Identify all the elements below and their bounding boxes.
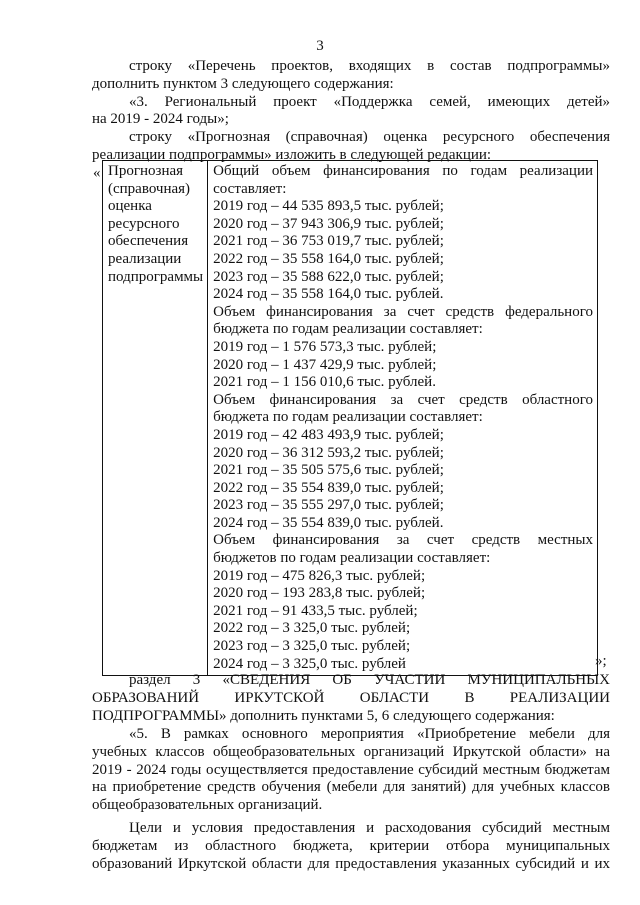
- regional-year-line: 2020 год – 36 312 593,2 тыс. рублей;: [213, 444, 444, 461]
- close-quote: »;: [595, 653, 607, 669]
- conditions-paragraph: [92, 820, 610, 873]
- total-heading-line: составляет:: [213, 180, 287, 197]
- row-label-line: оценка: [108, 198, 152, 215]
- total-year-line: 2020 год – 37 943 306,9 тыс. рублей;: [213, 215, 444, 232]
- intro-line-4: на 2019 - 2024 годы»;: [92, 111, 229, 128]
- section3-line-1: раздел 3 «СВЕДЕНИЯ ОБ УЧАСТИИ МУНИЦИПАЛЬНЫХ: [129, 672, 610, 688]
- row-label-line: реализации: [108, 250, 182, 267]
- intro-paragraphs: [92, 58, 610, 165]
- regional-year-line: 2021 год – 35 505 575,6 тыс. рублей;: [213, 462, 444, 479]
- regional-financing-block: [213, 392, 593, 533]
- section3-line-3: ПОДПРОГРАММЫ» дополнить пунктами 5, 6 следующего содержания:: [92, 707, 555, 724]
- row-label-line: Прогнозная: [108, 163, 184, 179]
- regional-year-line: 2024 год – 35 554 839,0 тыс. рублей.: [213, 514, 444, 531]
- federal-financing-block: [213, 304, 593, 392]
- total-year-line: 2021 год – 36 753 019,7 тыс. рублей;: [213, 233, 444, 250]
- point5-line-5: общеобразовательных организаций.: [92, 797, 323, 814]
- local-year-line: 2019 год – 475 826,3 тыс. рублей;: [213, 567, 426, 584]
- row-label-line: подпрограммы: [108, 268, 204, 285]
- point5-paragraph: [92, 726, 610, 815]
- conditions-line-2: бюджетам из областного бюджета, критерии отбора муниципальных: [92, 837, 610, 854]
- row-label-line: обеспечения: [108, 233, 189, 250]
- regional-heading-line: бюджета по годам реализации составляет:: [213, 409, 483, 426]
- row-value-cell: [208, 161, 598, 676]
- section3-paragraph: [92, 672, 610, 725]
- page-number: 3: [316, 38, 324, 54]
- federal-year-line: 2020 год – 1 437 429,9 тыс. рублей;: [213, 356, 437, 373]
- total-year-line: 2022 год – 35 558 164,0 тыс. рублей;: [213, 250, 444, 267]
- regional-year-line: 2022 год – 35 554 839,0 тыс. рублей;: [213, 479, 444, 496]
- table-row: [103, 161, 598, 676]
- regional-year-line: 2023 год – 35 555 297,0 тыс. рублей;: [213, 497, 444, 514]
- local-year-line: 2023 год – 3 325,0 тыс. рублей;: [213, 638, 411, 655]
- open-quote: «: [93, 165, 101, 181]
- intro-line-2: дополнить пунктом 3 следующего содержания:: [92, 75, 394, 92]
- resource-table-wrapper: [92, 160, 612, 671]
- row-label-cell: [103, 161, 208, 676]
- federal-heading-line: Объем финансирования за счет средств федерального: [213, 303, 593, 320]
- local-year-line: 2024 год – 3 325,0 тыс. рублей: [213, 655, 406, 672]
- row-label-line: (справочная): [108, 180, 191, 197]
- point5-line-3: 2019 - 2024 годы осуществляется предоставление субсидий местным бюджетам: [92, 761, 610, 778]
- total-financing-block: [213, 163, 593, 304]
- section3-line-2: ОБРАЗОВАНИЙ ИРКУТСКОЙ ОБЛАСТИ В РЕАЛИЗАЦИИ: [92, 689, 610, 706]
- conditions-line-3: образований Иркутской области для предоставления указанных субсидий и их: [92, 855, 610, 872]
- federal-heading-line: бюджета по годам реализации составляет:: [213, 321, 483, 338]
- federal-year-line: 2019 год – 1 576 573,3 тыс. рублей;: [213, 338, 437, 355]
- total-year-line: 2023 год – 35 588 622,0 тыс. рублей;: [213, 268, 444, 285]
- local-year-line: 2022 год – 3 325,0 тыс. рублей;: [213, 620, 411, 637]
- local-year-line: 2021 год – 91 433,5 тыс. рублей;: [213, 602, 418, 619]
- point5-line-4: на приобретение средств обучения (мебели для занятий) для учебных классов: [92, 779, 610, 796]
- point5-line-2: учебных классов общеобразовательных организаций Иркутской области» на: [92, 743, 610, 760]
- federal-year-line: 2021 год – 1 156 010,6 тыс. рублей.: [213, 374, 436, 391]
- local-heading-line: Объем финансирования за счет средств местных: [213, 532, 593, 549]
- conditions-line-1: Цели и условия предоставления и расходования субсидий местным: [129, 820, 610, 836]
- local-year-line: 2020 год – 193 283,8 тыс. рублей;: [213, 585, 426, 602]
- intro-line-5: строку «Прогнозная (справочная) оценка ресурсного обеспечения: [129, 129, 610, 146]
- intro-line-3: «3. Региональный проект «Поддержка семей, имеющих детей»: [129, 93, 610, 110]
- row-label-line: ресурсного: [108, 215, 180, 232]
- total-year-line: 2024 год – 35 558 164,0 тыс. рублей.: [213, 286, 444, 303]
- total-heading-line: Общий объем финансирования по годам реализации: [213, 163, 593, 179]
- local-heading-line: бюджетов по годам реализации составляет:: [213, 550, 491, 567]
- point5-line-1: «5. В рамках основного мероприятия «Приобретение мебели для: [129, 726, 610, 742]
- local-financing-block: [213, 532, 593, 673]
- intro-line-6: реализации подпрограммы» изложить в следующей редакции:: [92, 146, 492, 163]
- total-year-line: 2019 год – 44 535 893,5 тыс. рублей;: [213, 198, 444, 215]
- regional-year-line: 2019 год – 42 483 493,9 тыс. рублей;: [213, 426, 444, 443]
- resource-table: [102, 160, 598, 676]
- regional-heading-line: Объем финансирования за счет средств областного: [213, 391, 593, 408]
- intro-line-1: строку «Перечень проектов, входящих в состав подпрограммы»: [129, 58, 610, 74]
